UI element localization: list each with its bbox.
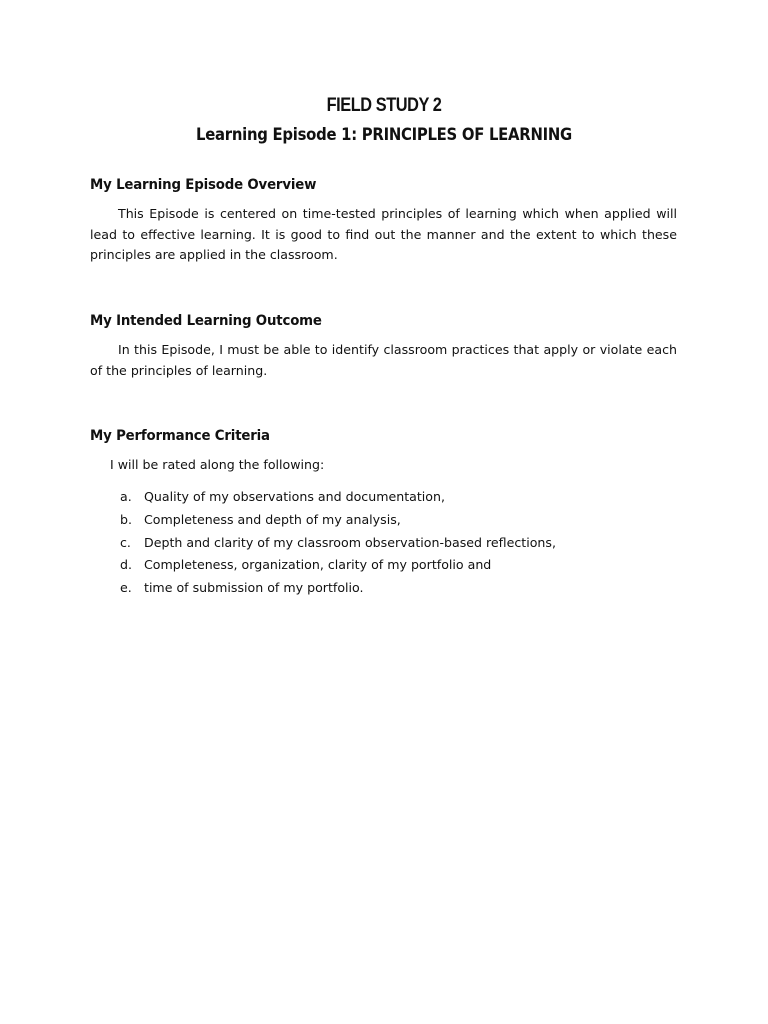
list-item-text: Quality of my observations and documentation, (144, 489, 445, 504)
list-item (0, 578, 768, 601)
list-item (0, 487, 768, 510)
criteria-intro: I will be rated along the following: (110, 457, 325, 472)
list-item-text: Completeness and depth of my analysis, (144, 511, 401, 527)
overview-paragraph (90, 204, 677, 266)
overview-text: This Episode is centered on time-tested principles of learning which when applied will lead to effective learning. It is good to find out the manner and the extent to which these principles are applied in the classroom. (90, 206, 677, 262)
list-item-text: Depth and clarity of my classroom observation-based reflections, (144, 534, 556, 550)
list-item (0, 510, 768, 533)
list-item-text: time of submission of my portfolio. (144, 580, 364, 596)
criteria-heading: My Performance Criteria (90, 428, 270, 444)
list-marker: d. (120, 557, 132, 573)
list-marker: e. (120, 580, 132, 596)
list-item (0, 555, 768, 578)
outcome-text: In this Episode, I must be able to identify classroom practices that apply or violate each of the principles of learning. (90, 342, 677, 378)
document-subtitle: Learning Episode 1: PRINCIPLES OF LEARNING (196, 125, 572, 144)
list-item (0, 533, 768, 556)
list-marker: a. (120, 489, 132, 504)
list-item-text: Completeness, organization, clarity of my portfolio and (144, 557, 492, 573)
list-marker: c. (120, 534, 131, 550)
document-title: FIELD STUDY 2 (326, 95, 442, 116)
outcome-paragraph (90, 340, 677, 381)
outcome-heading: My Intended Learning Outcome (90, 313, 322, 329)
list-marker: b. (120, 511, 132, 527)
overview-heading: My Learning Episode Overview (90, 177, 317, 193)
criteria-list (0, 487, 768, 601)
